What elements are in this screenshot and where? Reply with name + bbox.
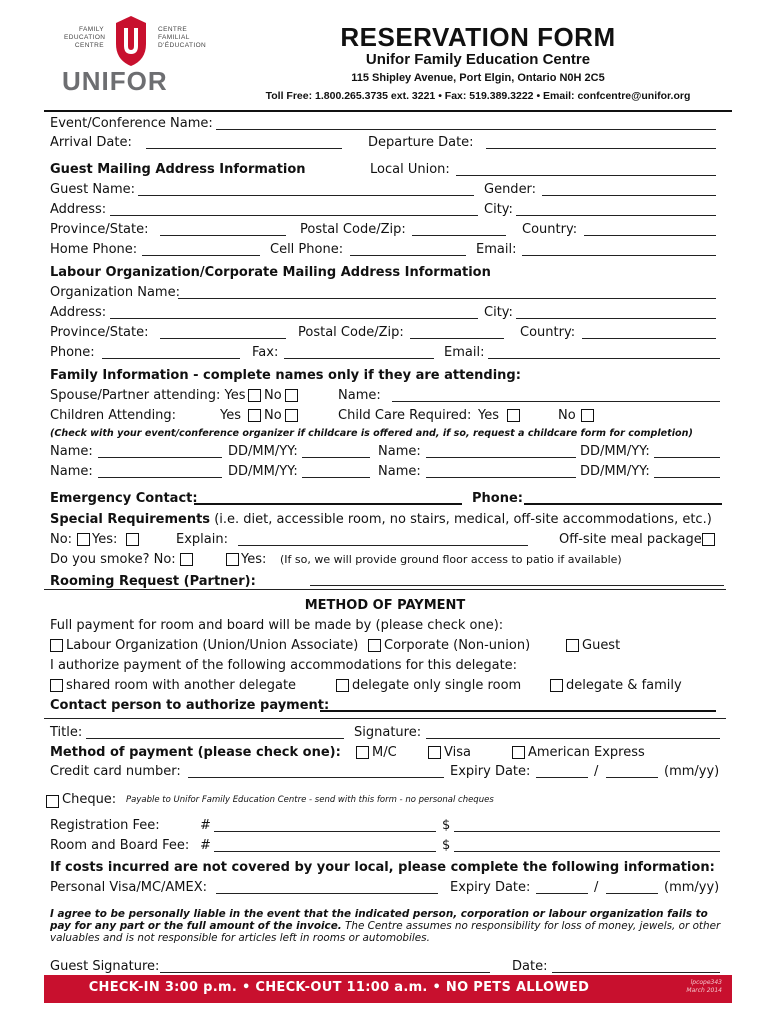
children-attending-label: Children Attending: (50, 408, 177, 423)
org-name-label: Organization Name: (50, 285, 180, 300)
expiry-separator: / (594, 764, 599, 779)
child1-dob-label: DD/MM/YY: (228, 444, 298, 459)
guest-country-field[interactable] (584, 235, 716, 236)
mc-label: M/C (372, 745, 397, 760)
org-postal-label: Postal Code/Zip: (298, 325, 404, 340)
page-title: RESERVATION FORM (340, 22, 616, 52)
reg-fee-dollar: $ (442, 818, 451, 833)
room-fee-label: Room and Board Fee: (50, 838, 190, 853)
org-fax-field[interactable] (284, 358, 434, 359)
liability-agreement-bold: I agree to be personally liable in the event that the indicated person, corporation or labour organization fails to pay for any part or the full amount of the invoice. (50, 908, 708, 932)
arrival-date-field[interactable] (146, 148, 342, 149)
guest-city-field[interactable] (516, 215, 716, 216)
expiry-month-field[interactable] (536, 777, 588, 778)
personal-card-field[interactable] (216, 893, 438, 894)
guest-email-field[interactable] (522, 255, 716, 256)
smoke-yes-label: Yes: (241, 552, 267, 567)
room-fee-dollar: $ (442, 838, 451, 853)
personal-expiry-label: Expiry Date: (450, 880, 531, 895)
guest-country-label: Country: (522, 222, 578, 237)
signature-label: Signature: (354, 725, 422, 740)
visa-checkbox[interactable] (428, 746, 441, 759)
page-subtitle: Unifor Family Education Centre (365, 51, 591, 68)
org-phone-field[interactable] (102, 358, 240, 359)
gender-field[interactable] (542, 195, 716, 196)
logo-left-text: FAMILY EDUCATION CENTRE (64, 26, 106, 49)
footer-text: CHECK-IN 3:00 p.m. • CHECK-OUT 11:00 a.m. • NO PETS ALLOWED (88, 980, 590, 995)
explain-label: Explain: (176, 532, 228, 547)
reg-fee-amount-field[interactable] (454, 831, 720, 832)
delegate-family-checkbox[interactable] (550, 679, 563, 692)
corporate-label: Corporate (Non-union) (384, 638, 531, 653)
method-label: Method of payment (please check one): (50, 745, 341, 760)
cheque-checkbox[interactable] (46, 795, 59, 808)
guest-address-label: Address: (50, 202, 107, 217)
arrival-date-label: Arrival Date: (50, 135, 132, 150)
title-label: Title: (50, 725, 83, 740)
guest-section-title: Guest Mailing Address Information (50, 162, 306, 177)
guest-city-label: City: (484, 202, 513, 217)
spouse-name-field[interactable] (392, 401, 720, 402)
child4-dob-label: DD/MM/YY: (580, 464, 650, 479)
spouse-no-label: No (264, 388, 282, 403)
guest-signature-label: Guest Signature: (50, 959, 160, 974)
rooming-request-label: Rooming Request (Partner): (50, 574, 256, 589)
explain-field[interactable] (238, 545, 528, 546)
expiry-label: Expiry Date: (450, 764, 531, 779)
spouse-name-label: Name: (338, 388, 381, 403)
title-field[interactable] (86, 738, 344, 739)
footer-version (686, 979, 722, 995)
child1-dob-field[interactable] (302, 457, 370, 458)
reg-fee-hash: # (200, 818, 211, 833)
departure-date-label: Departure Date: (368, 135, 474, 150)
local-costs-title: If costs incurred are not covered by your local, please complete the following information: (50, 860, 715, 875)
labour-org-label: Labour Organization (Union/Union Associate) (66, 638, 359, 653)
family-section-title: Family Information - complete names only if they are attending: (50, 368, 521, 383)
contact-authorize-label: Contact person to authorize payment: (50, 698, 330, 713)
childcare-yes-label: Yes (478, 408, 499, 423)
smoke-yes-checkbox[interactable] (226, 553, 239, 566)
org-country-field[interactable] (582, 338, 716, 339)
cheque-label: Cheque: (62, 792, 117, 807)
signature-field[interactable] (426, 738, 720, 739)
child3-dob-label: DD/MM/YY: (228, 464, 298, 479)
reg-fee-label: Registration Fee: (50, 818, 160, 833)
spouse-yes-checkbox[interactable] (248, 389, 261, 402)
guest-province-field[interactable] (160, 235, 286, 236)
shared-room-checkbox[interactable] (50, 679, 63, 692)
child1-name-field[interactable] (98, 457, 222, 458)
expiry-format: (mm/yy) (664, 764, 720, 779)
smoke-note: (If so, we will provide ground floor access to patio if available) (280, 553, 622, 566)
payment-section-title: METHOD OF PAYMENT (304, 598, 466, 613)
payment-divider (44, 718, 726, 719)
labour-org-checkbox[interactable] (50, 639, 63, 652)
mc-checkbox[interactable] (356, 746, 369, 759)
org-email-field[interactable] (488, 358, 720, 359)
emergency-phone-label: Phone: (472, 491, 523, 506)
personal-expiry-year-field[interactable] (606, 893, 658, 894)
childcare-no-label: No (558, 408, 576, 423)
full-payment-text: Full payment for room and board will be made by (please check one): (50, 618, 504, 633)
liability-agreement (50, 908, 722, 944)
child4-name-label: Name: (378, 464, 421, 479)
footer-banner (44, 975, 732, 1003)
special-requirements-heading (50, 512, 712, 528)
org-section-title: Labour Organization/Corporate Mailing Address Information (50, 265, 491, 280)
child3-name-field[interactable] (98, 477, 222, 478)
emergency-phone-field[interactable] (524, 503, 722, 505)
org-fax-label: Fax: (252, 345, 279, 360)
spouse-attending-label: Spouse/Partner attending: Yes (50, 388, 246, 403)
footer-code: lpcope343 (690, 979, 722, 986)
smoke-no-checkbox[interactable] (180, 553, 193, 566)
personal-card-label: Personal Visa/MC/AMEX: (50, 880, 208, 895)
org-address-field[interactable] (110, 318, 478, 319)
cheque-note: Payable to Unifor Family Education Centre - send with this form - no personal cheques (126, 795, 494, 805)
reg-fee-number-field[interactable] (214, 831, 436, 832)
guest-name-field[interactable] (138, 195, 474, 196)
header-divider (44, 110, 732, 112)
guest-checkbox[interactable] (566, 639, 579, 652)
child2-dob-field[interactable] (654, 457, 720, 458)
amex-label: American Express (528, 745, 645, 760)
child3-name-label: Name: (50, 464, 93, 479)
room-fee-hash: # (200, 838, 211, 853)
unifor-shield-icon (110, 14, 152, 68)
single-room-checkbox[interactable] (336, 679, 349, 692)
footer-date: March 2014 (686, 987, 722, 994)
emergency-contact-label: Emergency Contact: (50, 491, 198, 506)
home-phone-field[interactable] (142, 255, 260, 256)
delegate-family-label: delegate & family (566, 678, 682, 693)
spouse-no-checkbox[interactable] (285, 389, 298, 402)
local-union-label: Local Union: (370, 162, 450, 177)
centre-address: 115 Shipley Avenue, Port Elgin, Ontario N0H 2C5 (351, 72, 605, 84)
children-no-checkbox[interactable] (285, 409, 298, 422)
children-yes-checkbox[interactable] (248, 409, 261, 422)
corporate-checkbox[interactable] (368, 639, 381, 652)
childcare-note: (Check with your event/conference organizer if childcare is offered and, if so, request a childcare form for completion) (50, 428, 693, 439)
childcare-label: Child Care Required: (338, 408, 472, 423)
guest-name-label: Guest Name: (50, 182, 136, 197)
local-union-field[interactable] (456, 175, 716, 176)
section-divider (44, 589, 726, 590)
credit-card-field[interactable] (188, 777, 444, 778)
org-phone-label: Phone: (50, 345, 95, 360)
amex-checkbox[interactable] (512, 746, 525, 759)
event-name-label: Event/Conference Name: (50, 116, 213, 131)
child2-name-label: Name: (378, 444, 421, 459)
children-yes-label: Yes (220, 408, 241, 423)
signature-date-label: Date: (512, 959, 548, 974)
org-city-label: City: (484, 305, 513, 320)
guest-signature-field[interactable] (160, 972, 490, 973)
offsite-meal-checkbox[interactable] (702, 533, 715, 546)
guest-address-field[interactable] (110, 215, 478, 216)
children-no-label: No (264, 408, 282, 423)
personal-expiry-separator: / (594, 880, 599, 895)
guest-email-label: Email: (476, 242, 517, 257)
room-fee-amount-field[interactable] (454, 851, 720, 852)
guest-postal-label: Postal Code/Zip: (300, 222, 406, 237)
offsite-meal-label: Off-site meal package (559, 532, 702, 547)
authorize-text: I authorize payment of the following accommodations for this delegate: (50, 658, 518, 673)
org-city-field[interactable] (516, 318, 716, 319)
room-fee-number-field[interactable] (214, 851, 436, 852)
personal-expiry-format: (mm/yy) (664, 880, 720, 895)
org-province-label: Province/State: (50, 325, 149, 340)
child3-dob-field[interactable] (302, 477, 370, 478)
org-province-field[interactable] (160, 338, 286, 339)
smoke-label: Do you smoke? No: (50, 552, 176, 567)
cell-phone-field[interactable] (350, 255, 466, 256)
special-yes-checkbox[interactable] (126, 533, 139, 546)
org-email-label: Email: (444, 345, 485, 360)
signature-date-field[interactable] (552, 972, 720, 973)
credit-card-label: Credit card number: (50, 764, 181, 779)
single-room-label: delegate only single room (352, 678, 522, 693)
expiry-year-field[interactable] (606, 777, 658, 778)
centre-contact: Toll Free: 1.800.265.3735 ext. 3221 • Fax: 519.389.3222 • Email: confcentre@unifor.org (265, 90, 691, 102)
personal-expiry-month-field[interactable] (536, 893, 588, 894)
org-address-label: Address: (50, 305, 107, 320)
child4-name-field[interactable] (426, 477, 576, 478)
special-requirements-desc: (i.e. diet, accessible room, no stairs, medical, off-site accommodations, etc.) (214, 512, 712, 527)
special-no-checkbox[interactable] (77, 533, 90, 546)
special-yes-label: Yes: (92, 532, 118, 547)
org-postal-field[interactable] (410, 338, 504, 339)
child1-name-label: Name: (50, 444, 93, 459)
logo-right-text: CENTRE FAMILIAL D'ÉDUCATION (158, 26, 207, 49)
childcare-no-checkbox[interactable] (581, 409, 594, 422)
org-country-label: Country: (520, 325, 576, 340)
guest-label: Guest (582, 638, 621, 653)
child2-name-field[interactable] (426, 457, 576, 458)
org-name-field[interactable] (178, 298, 716, 299)
event-name-field[interactable] (216, 129, 716, 130)
contact-authorize-field[interactable] (320, 710, 716, 712)
home-phone-label: Home Phone: (50, 242, 138, 257)
special-requirements-title: Special Requirements (50, 512, 211, 527)
child4-dob-field[interactable] (654, 477, 720, 478)
logo-wordmark: UNIFOR (62, 66, 168, 96)
cell-phone-label: Cell Phone: (270, 242, 344, 257)
child2-dob-label: DD/MM/YY: (580, 444, 650, 459)
childcare-yes-checkbox[interactable] (507, 409, 520, 422)
special-no-label: No: (50, 532, 73, 547)
departure-date-field[interactable] (486, 148, 716, 149)
rooming-request-field[interactable] (310, 585, 724, 586)
guest-postal-field[interactable] (412, 235, 506, 236)
shared-room-label: shared room with another delegate (66, 678, 297, 693)
guest-province-label: Province/State: (50, 222, 149, 237)
gender-label: Gender: (484, 182, 537, 197)
liability-agreement-rest: The Centre assumes no responsibility for loss of money, jewels, or other valuables and is not responsible for articles left in rooms or automobiles. (50, 920, 721, 944)
emergency-contact-field[interactable] (194, 503, 462, 505)
visa-label: Visa (444, 745, 471, 760)
